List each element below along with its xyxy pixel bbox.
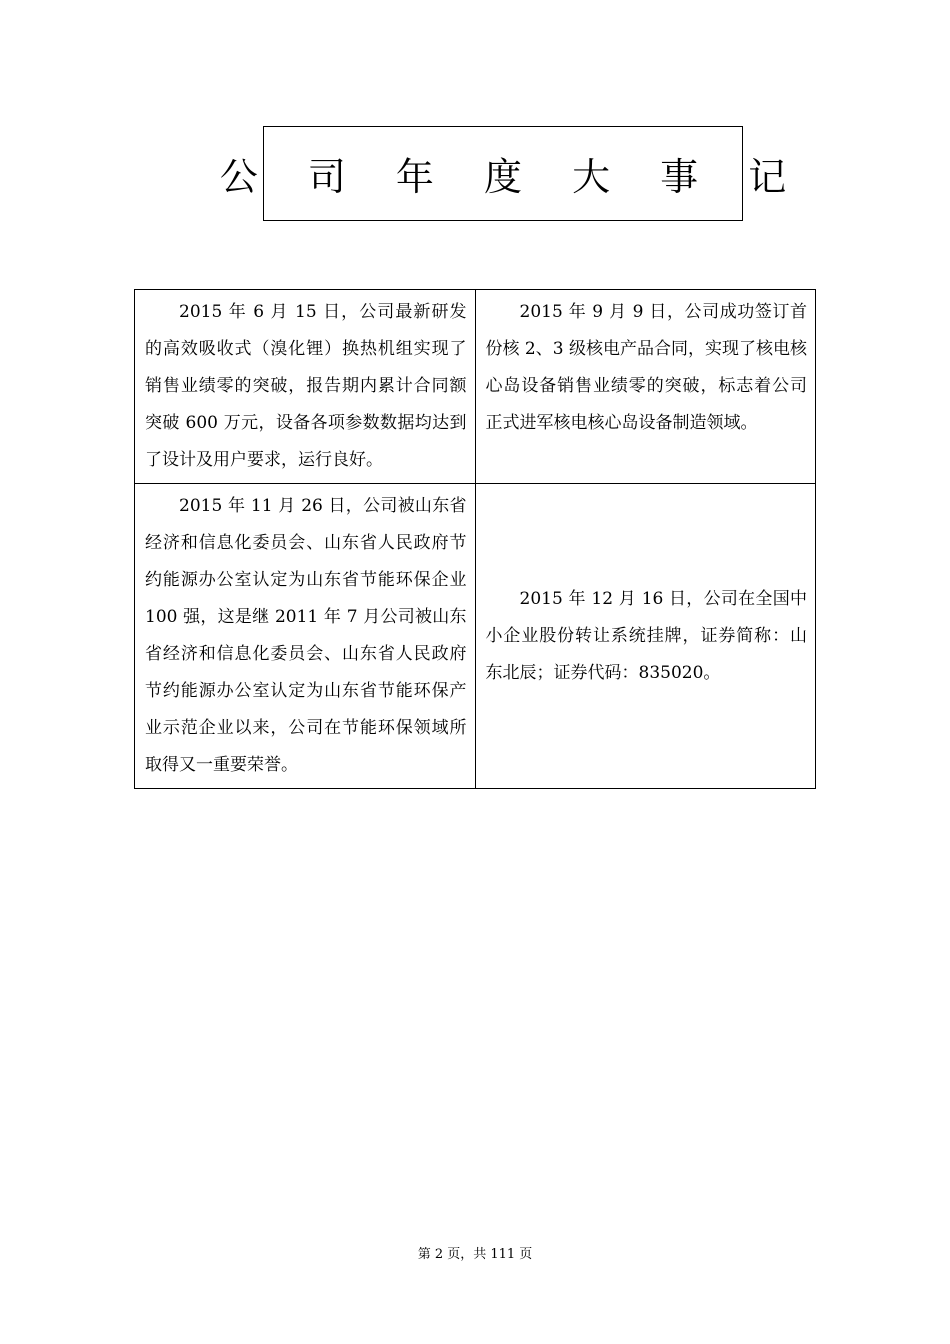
- event-cell-1: 2015 年 6 月 15 日，公司最新研发的高效吸收式（溴化锂）换热机组实现了销售业绩零的突破，报告期内累计合同额突破 600 万元，设备各项参数数据均达到了设计及用户要求，运行良好。: [135, 290, 476, 484]
- table-row: [135, 484, 816, 789]
- event-cell-2: 2015 年 9 月 9 日，公司成功签订首份核 2、3 级核电产品合同，实现了核电核心岛设备销售业绩零的突破，标志着公司正式进军核电核心岛设备制造领域。: [475, 290, 816, 484]
- page-title: 公 司 年 度 大 事 记: [219, 155, 806, 199]
- title-box: [219, 126, 806, 221]
- table-row: [135, 290, 816, 484]
- event-cell-4: 2015 年 12 月 16 日，公司在全国中小企业股份转让系统挂牌，证券简称：山东北辰；证券代码：835020。: [475, 484, 816, 789]
- events-table: [134, 289, 816, 789]
- event-cell-3: 2015 年 11 月 26 日，公司被山东省经济和信息化委员会、山东省人民政府节约能源办公室认定为山东省节能环保企业 100 强，这是继 2011 年 7 月公司被山东省经济和信息化委员会、山东省人民政府节约能源办公室认定为山东省节能环保产业示范企业以来，公司在节能环保领域所取得又一重要荣誉。: [135, 484, 476, 789]
- page-footer: 第 2 页，共 111 页: [417, 1247, 533, 1262]
